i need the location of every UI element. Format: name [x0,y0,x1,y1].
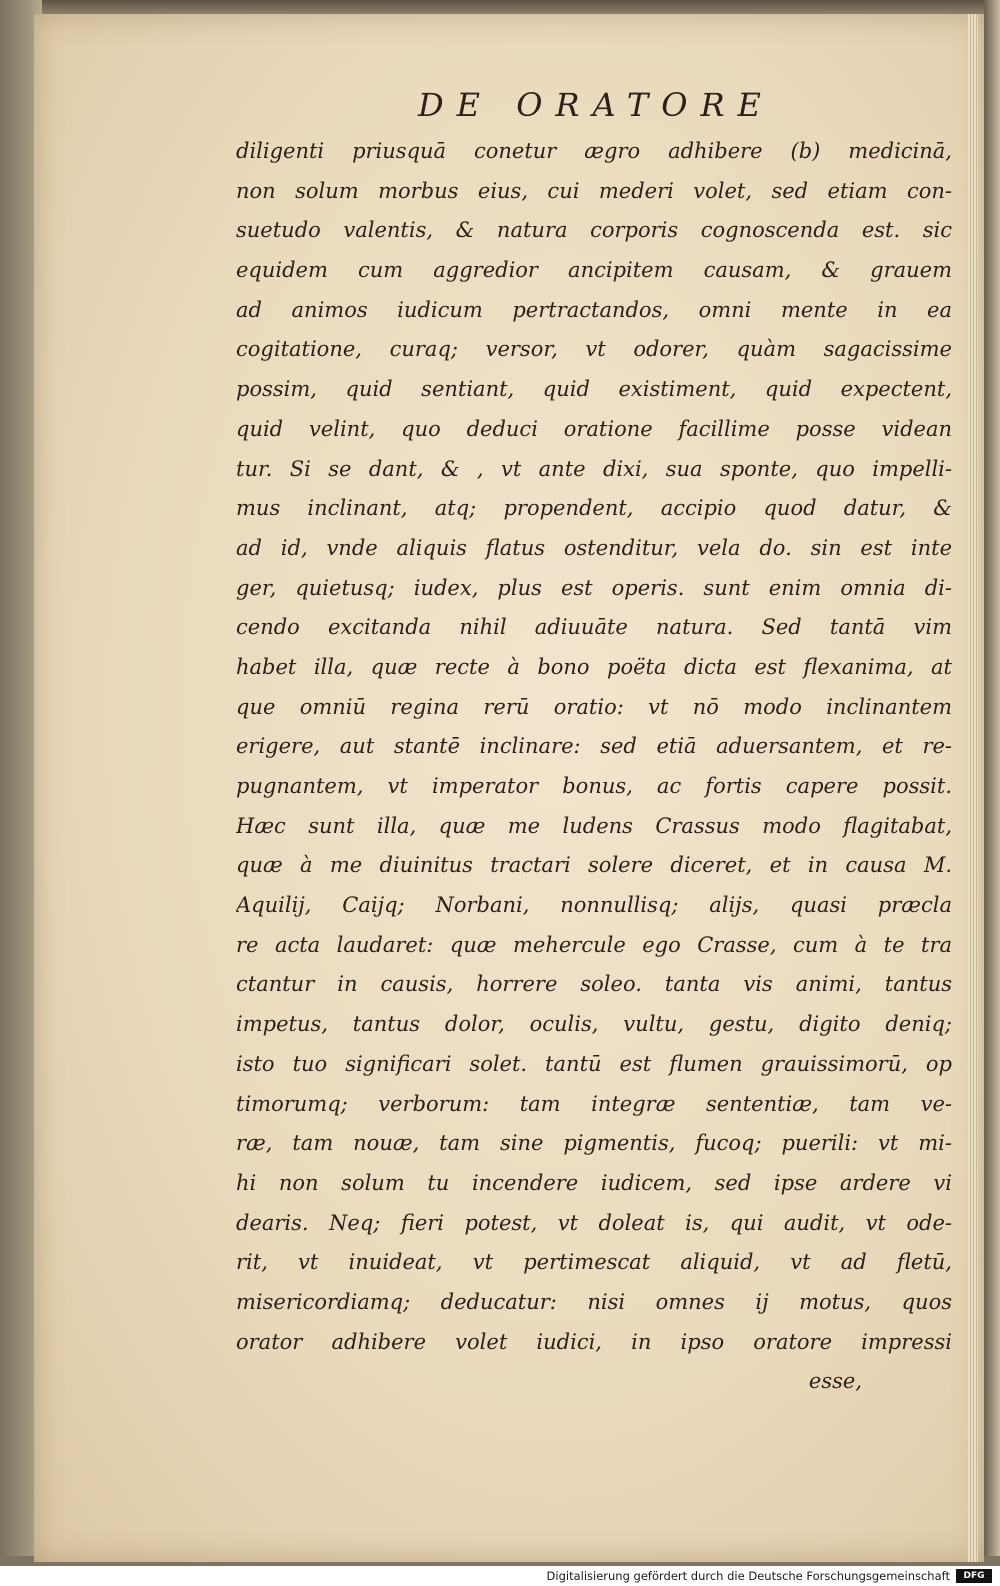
text-line-10: mus inclinant, atq; propendent, accipio quod datur, & [236,496,952,521]
text-line-28: dearis. Neq; fieri potest, vt doleat is, qui audit, vt ode- [236,1210,952,1235]
catchword: esse, [808,1369,862,1394]
text-line-12: ger, quietusq; iudex, plus est operis. sunt enim omnia di- [236,575,952,600]
digitization-footer [0,1566,1000,1586]
text-line-7: possim, quid sentiant, quid existiment, quid expectent, [236,377,952,402]
text-line-16: erigere, aut stantē inclinare: sed etiā aduersantem, et re- [236,734,952,759]
text-line-26: ræ, tam nouæ, tam sine pigmentis, fucoq; puerili: vt mi- [236,1131,952,1156]
text-line-19: quæ à me diuinitus tractari solere diceret, et in causa M. [236,853,952,878]
book-cover-right-edge [984,0,1000,1566]
page-fore-edge [968,14,978,1562]
dfg-logo: DFG [956,1569,992,1583]
book-cover-top-edge [0,0,1000,14]
funding-credit: Digitalisierung gefördert durch die Deutsche Forschungsgemeinschaft [546,1569,950,1583]
text-line-30: misericordiamq; deducatur: nisi omnes ij motus, quos [236,1289,952,1314]
text-line-17: pugnantem, vt imperator bonus, ac fortis capere possit. [236,774,952,798]
text-line-8: quid velint, quo deduci oratione facillime posse videan [236,416,952,441]
text-line-25: timorumq; verborum: tam integræ sententiæ, tam ve- [236,1091,952,1116]
text-line-27: hi non solum tu incendere iudicem, sed ipse ardere vi [236,1170,952,1195]
text-line-2: non solum morbus eius, cui mederi volet, sed etiam con- [236,178,952,203]
text-line-9: tur. Si se dant, & , vt ante dixi, sua sponte, quo impelli- [236,456,952,481]
text-line-29: rit, vt inuideat, vt pertimescat aliquid, vt ad fletū, [236,1250,952,1275]
text-line-23: impetus, tantus dolor, oculis, vultu, gestu, digito deniq; [236,1012,952,1037]
running-head: DE ORATORE [418,86,774,124]
text-line-4: equidem cum aggredior ancipitem causam, & grauem [236,258,952,283]
text-line-21: re acta laudaret: quæ mehercule ego Crasse, cum à te tra [236,932,952,957]
text-line-14: habet illa, quæ recte à bono poëta dicta est flexanima, at [236,654,952,679]
text-line-24: isto tuo significari solet. tantū est flumen grauissimorū, op [236,1051,952,1076]
text-line-20: Aquilij, Caijq; Norbani, nonnullisq; alijs, quasi præcla [236,893,952,918]
text-line-22: ctantur in causis, horrere soleo. tanta vis animi, tantus [236,972,952,997]
text-line-1: diligenti priusquā conetur ægro adhibere (b) medicinā, [236,139,952,163]
text-line-6: cogitatione, curaq; versor, vt odorer, quàm sagacissime [236,337,952,362]
text-line-31: orator adhibere volet iudici, in ipso oratore impressi [236,1329,952,1354]
text-line-3: suetudo valentis, & natura corporis cognoscenda est. sic [236,218,952,243]
text-line-15: que omniū regina rerū oratio: vt nō modo inclinantem [236,694,952,719]
text-line-11: ad id, vnde aliquis flatus ostenditur, vela do. sin est inte [236,535,952,560]
body-text [236,132,952,1402]
text-line-18: Hæc sunt illa, quæ me ludens Crassus modo flagitabat, [236,813,952,838]
text-line-13: cendo excitanda nihil adiuuāte natura. Sed tantā vim [236,615,952,640]
text-line-5: ad animos iudicum pertractandos, omni mente in ea [236,297,952,322]
